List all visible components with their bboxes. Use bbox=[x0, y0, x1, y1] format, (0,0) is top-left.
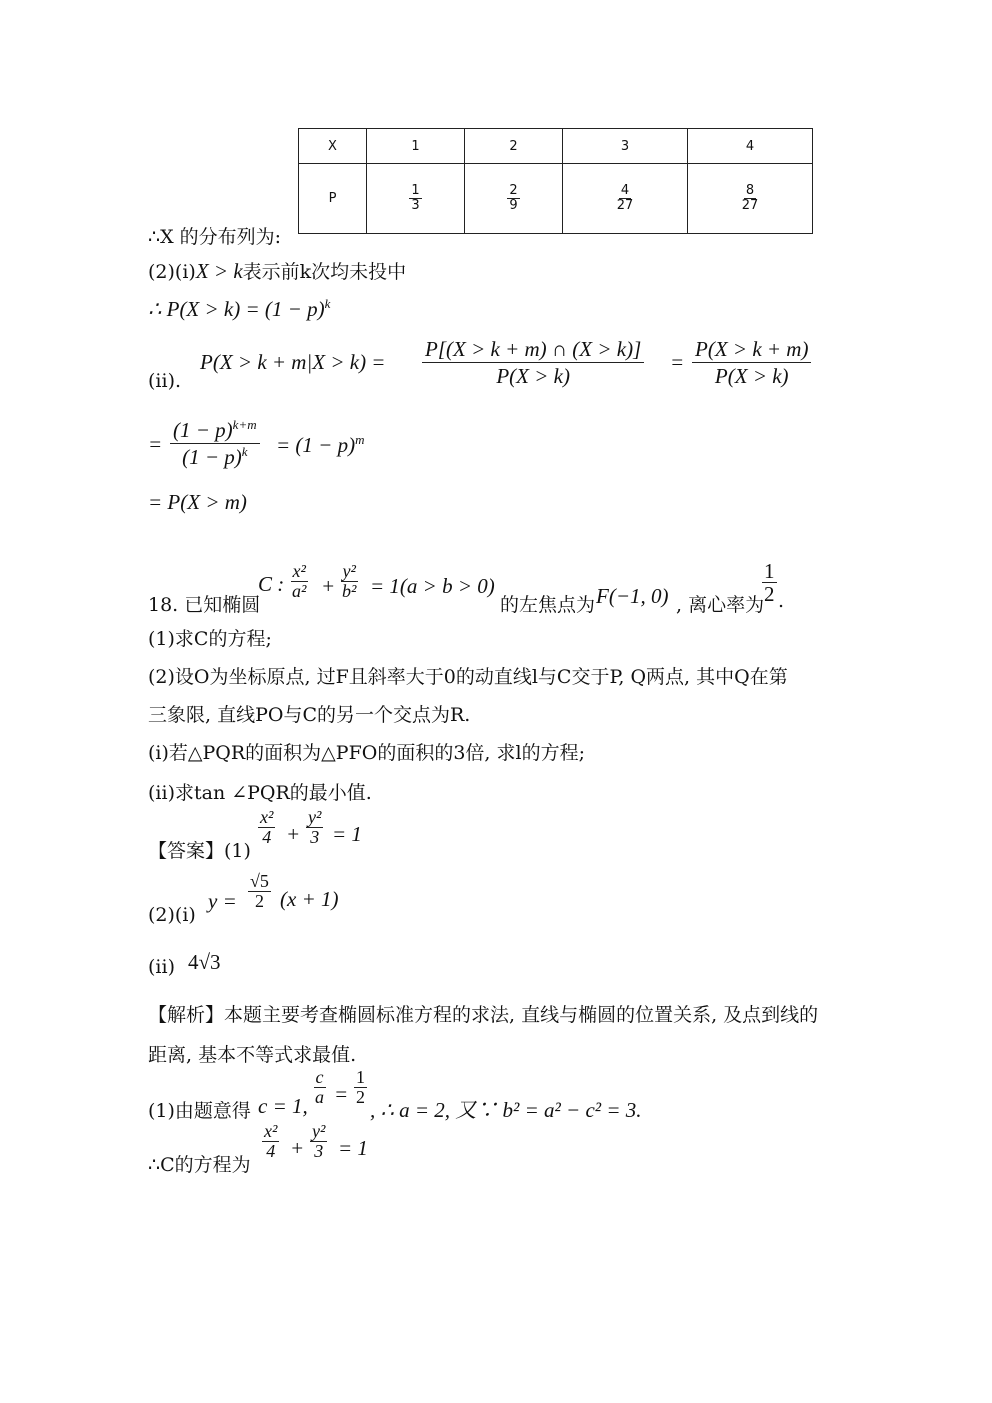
answer-label: 【答案】(1) bbox=[148, 840, 251, 862]
table-header-cell: 3 bbox=[563, 129, 688, 164]
q18-part1: (1)求C的方程; bbox=[148, 628, 272, 650]
analysis-s2-plus: + bbox=[290, 1136, 305, 1160]
analysis-line2: 距离, 基本不等式求最值. bbox=[148, 1044, 357, 1066]
analysis-s1-c: c = 1, bbox=[258, 1094, 308, 1118]
analysis-s2-frac-x: $\frac{\text{x²}}{4}$ bbox=[264, 1121, 278, 1161]
q18-plus: + bbox=[321, 574, 336, 598]
analysis-s2-frac-y: $\frac{\text{y²}}{3}$ bbox=[312, 1121, 326, 1161]
q18-ecc-label: , 离心率为 bbox=[676, 594, 765, 616]
q18-c: C : bbox=[258, 572, 285, 596]
step3: = P(X > m) bbox=[148, 490, 247, 514]
q18-part2ii: (ii)求tan ∠PQR的最小值. bbox=[148, 782, 372, 804]
analysis-s2-eq: = 1 bbox=[338, 1136, 368, 1160]
q2i-line: (2)(i)X > k表示前k次均未投中 bbox=[148, 259, 407, 283]
analysis-line1: 【解析】本题主要考查椭圆标准方程的求法, 直线与椭圆的位置关系, 及点到线的 bbox=[148, 1004, 819, 1026]
analysis-s1-prefix: (1)由题意得 bbox=[148, 1100, 251, 1122]
distribution-table bbox=[298, 128, 813, 234]
q18-frac-x: $\frac{\text{x²}}{\text{a²}}$ bbox=[292, 561, 307, 601]
q18-eq: = 1(a > b > 0) bbox=[370, 574, 495, 598]
answer2i-frac: $\frac{√5}{2}$ bbox=[250, 871, 269, 911]
q2ii-prefix: (ii). bbox=[148, 370, 182, 392]
analysis-s1-half: $\frac{1}{2}$ bbox=[356, 1067, 365, 1107]
answer1-frac-y: $\frac{\text{y²}}{3}$ bbox=[308, 807, 322, 847]
table-header-cell: X bbox=[299, 129, 367, 164]
answer1-plus: + bbox=[286, 822, 301, 846]
q2ii-frac1: $\frac{P[(X > k + m) \cap (X > k)]}{P(X > k)}$ bbox=[422, 336, 644, 390]
table-cell: $\frac{4}{27}$ bbox=[563, 164, 688, 234]
q18-part2-line2: 三象限, 直线PO与C的另一个交点为R. bbox=[148, 704, 471, 726]
table-header-cell: 4 bbox=[688, 129, 813, 164]
q18-part2-line1: (2)设O为坐标原点, 过F且斜率大于0的动直线l与C交于P, Q两点, 其中Q在第 bbox=[148, 666, 788, 688]
step2-frac: $\frac{(1 - p)^{k+m}}{(1 - p)^k}$ bbox=[170, 417, 260, 471]
answer1-frac-x: $\frac{\text{x²}}{4}$ bbox=[260, 807, 274, 847]
q18-part2i: (i)若△PQR的面积为△PFO的面积的3倍, 求l的方程; bbox=[148, 742, 585, 764]
q2i-result: ∴ $P(X > k) = (1 - p)^k$ bbox=[148, 296, 331, 321]
analysis-s1-frac: $\frac{c}{a}$ bbox=[315, 1067, 324, 1107]
analysis-s1-rest: , ∴ a = 2, 又∵ b² = a² − c² = 3. bbox=[370, 1098, 642, 1122]
dist-intro: ∴X 的分布列为: bbox=[148, 226, 282, 248]
analysis-s2-prefix: ∴C的方程为 bbox=[148, 1154, 251, 1176]
answer1-eq: = 1 bbox=[332, 822, 362, 846]
q18-ecc-frac: $\frac{1}{2}$ bbox=[764, 559, 775, 607]
step2-eq: = bbox=[148, 432, 163, 456]
table-header-cell: 1 bbox=[367, 129, 465, 164]
q18-frac-y: $\frac{\text{y²}}{\text{b²}}$ bbox=[342, 561, 357, 601]
analysis-s1-eq: = bbox=[334, 1082, 349, 1106]
q2ii-eq: = bbox=[670, 350, 685, 374]
answer2i-rest: (x + 1) bbox=[280, 887, 339, 911]
q18-end: . bbox=[778, 590, 785, 612]
q18-mid: 的左焦点为 bbox=[500, 594, 596, 616]
q18-prefix: 18. 已知椭圆 bbox=[148, 594, 261, 616]
table-row-label: P bbox=[299, 164, 367, 234]
table-header-cell: 2 bbox=[465, 129, 563, 164]
answer2ii-value: 4√3 bbox=[188, 950, 221, 974]
answer2i-prefix: (2)(i) bbox=[148, 904, 196, 926]
table-cell: $\frac{1}{3}$ bbox=[367, 164, 465, 234]
answer2ii-prefix: (ii) bbox=[148, 956, 175, 978]
q2ii-frac2: $\frac{P(X > k + m)}{P(X > k)}$ bbox=[692, 336, 811, 390]
step2-rhs: = $(1 - p)^m$ bbox=[276, 432, 365, 457]
answer2i-y: y = bbox=[208, 889, 237, 913]
table-cell: $\frac{2}{9}$ bbox=[465, 164, 563, 234]
q18-focus: F(−1, 0) bbox=[596, 584, 669, 608]
q2ii-lhs: P(X > k + m|X > k) = bbox=[200, 350, 386, 374]
table-cell: $\frac{8}{27}$ bbox=[688, 164, 813, 234]
